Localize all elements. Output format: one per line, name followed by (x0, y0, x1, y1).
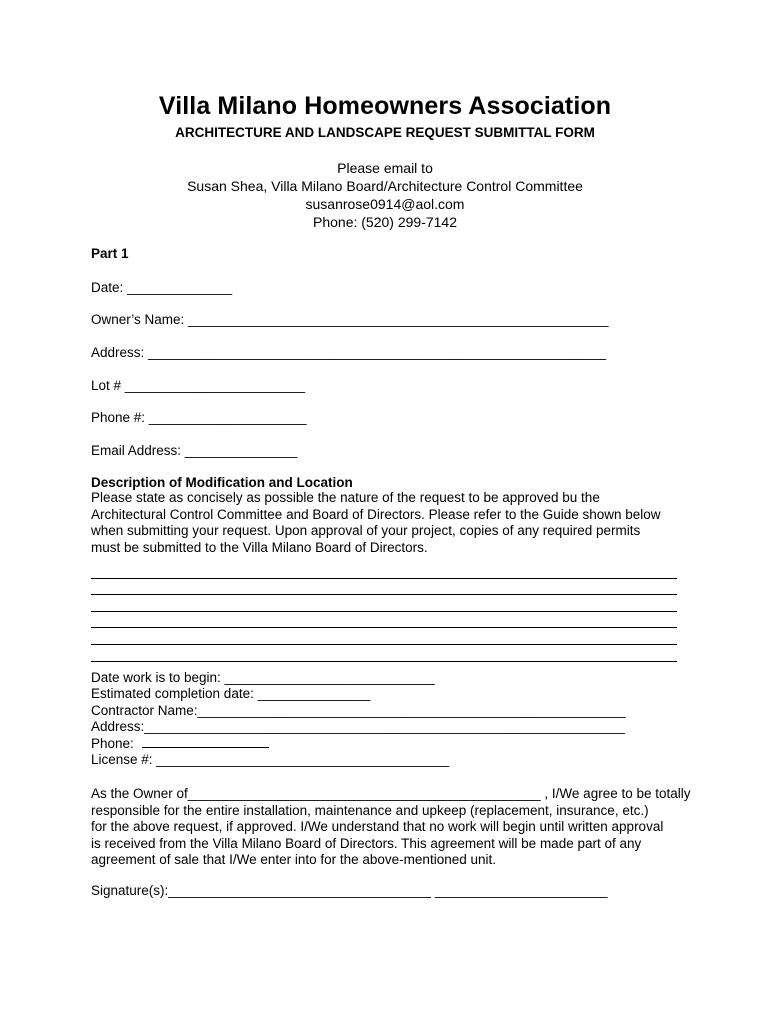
contractor-address-field[interactable]: Address:________________________________________________________________ (91, 719, 625, 735)
description-line: when submitting your request. Upon approval of your project, copies of any required permits (91, 523, 641, 539)
description-line: must be submitted to the Villa Milano Board of Directors. (91, 539, 428, 555)
form-subtitle: ARCHITECTURE AND LANDSCAPE REQUEST SUBMITTAL FORM (175, 125, 595, 140)
contact-block (0, 159, 770, 231)
answer-line[interactable] (91, 645, 677, 662)
license-field[interactable]: License #: _______________________________________ (91, 752, 450, 768)
phone-field[interactable]: Phone #: _____________________ (91, 410, 307, 425)
agreement-line: for the above request, if approved. I/We understand that no work will begin until written approval (91, 819, 664, 835)
answer-line[interactable] (91, 562, 677, 579)
contractor-phone-field[interactable] (91, 736, 626, 752)
signature-field[interactable]: Signature(s):___________________________________ _______________________ (91, 883, 608, 898)
answer-line[interactable] (91, 595, 677, 612)
owner-name-field[interactable]: Owner’s Name: ________________________________________________________ (91, 312, 609, 327)
contractor-name-field[interactable]: Contractor Name:_________________________________________________________ (91, 702, 626, 718)
answer-line[interactable] (91, 628, 677, 645)
agreement-line: As the Owner of_______________________________________________ , I/We agree to be totally (91, 786, 691, 801)
email-field[interactable]: Email Address: _______________ (91, 443, 298, 458)
contractor-phone-line[interactable] (142, 736, 269, 748)
description-line: Architectural Control Committee and Board of Directors. Please refer to the Guide shown below (91, 506, 661, 522)
agreement-line: responsible for the entire installation, maintenance and upkeep (replacement, insurance, etc.) (91, 802, 649, 818)
lot-field[interactable]: Lot # ________________________ (91, 378, 305, 393)
completion-date-field[interactable]: Estimated completion date: _______________ (91, 686, 371, 702)
contractor-phone-label: Phone: (91, 735, 138, 751)
contact-phone: Phone: (520) 299-7142 (313, 214, 457, 230)
description-heading: Description of Modification and Location (91, 475, 353, 490)
answer-line[interactable] (91, 579, 677, 596)
date-field[interactable]: Date: ______________ (91, 280, 233, 295)
contact-email: susanrose0914@aol.com (305, 196, 465, 212)
contact-instruction: Please email to (337, 160, 433, 176)
answer-line[interactable] (91, 612, 677, 629)
description-instructions (91, 490, 691, 556)
work-details (91, 670, 626, 768)
description-answer-area[interactable] (91, 562, 677, 662)
contact-person: Susan Shea, Villa Milano Board/Architecture Control Committee (187, 178, 583, 194)
date-begin-field[interactable]: Date work is to begin: ____________________________ (91, 670, 435, 685)
page-title: Villa Milano Homeowners Association (158, 92, 612, 120)
agreement-line: agreement of sale that I/We enter into for the above-mentioned unit. (91, 852, 496, 868)
part1-heading: Part 1 (91, 246, 129, 261)
agreement-line: is received from the Villa Milano Board of Directors. This agreement will be made part of any (91, 835, 642, 851)
agreement-text (91, 786, 711, 869)
address-field[interactable]: Address: _____________________________________________________________ (91, 345, 607, 360)
description-line: Please state as concisely as possible the nature of the request to be approved bu the (91, 490, 600, 505)
